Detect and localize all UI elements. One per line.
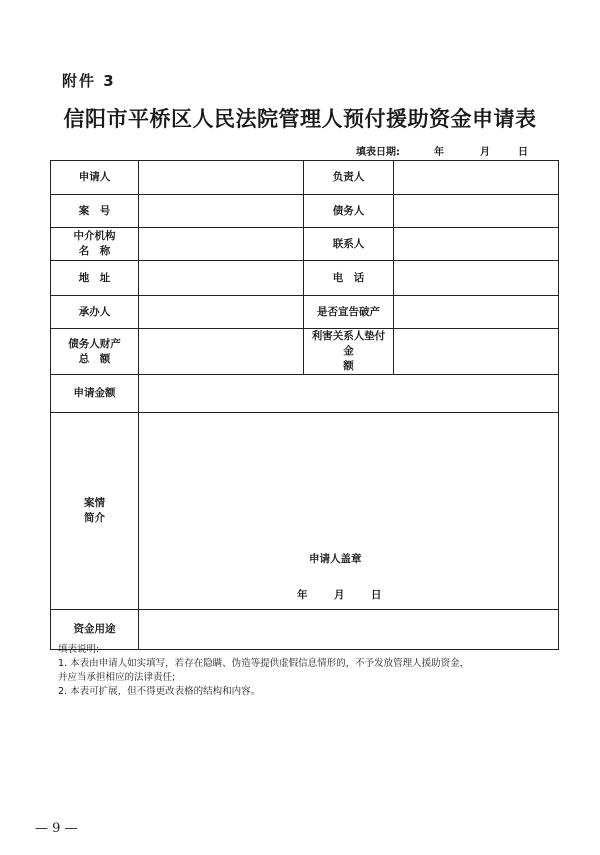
form-row — [51, 329, 559, 375]
bankruptcy-declared-field[interactable] — [394, 296, 559, 329]
note-item-2: 2. 本表可扩展，但不得更改表格的结构和内容。 — [58, 686, 261, 697]
apply-amount-field[interactable] — [139, 375, 559, 413]
debtor-assets-label — [51, 329, 139, 375]
form-title: 信阳市平桥区人民法院管理人预付援助资金申请表 — [63, 107, 537, 131]
seal-month: 月 — [334, 589, 345, 601]
person-in-charge-label: 负责人 — [304, 161, 394, 195]
person-in-charge-field[interactable] — [394, 161, 559, 195]
contact-field[interactable] — [394, 228, 559, 261]
case-summary-line1: 案情 — [84, 497, 105, 509]
debtor-label: 债务人 — [304, 195, 394, 228]
agency-name-field[interactable] — [139, 228, 304, 261]
applicant-label: 申请人 — [51, 161, 139, 195]
case-number-field[interactable] — [139, 195, 304, 228]
applicant-field[interactable] — [139, 161, 304, 195]
fill-date — [356, 143, 556, 157]
handler-field[interactable] — [139, 296, 304, 329]
form-row — [51, 161, 559, 195]
form-notes — [58, 643, 558, 699]
form-row — [51, 413, 559, 610]
applicant-seal-label: 申请人盖章 — [309, 553, 362, 565]
agency-name-label — [51, 228, 139, 261]
form-row — [51, 296, 559, 329]
debtor-field[interactable] — [394, 195, 559, 228]
form-row — [51, 375, 559, 413]
fill-date-label: 填表日期: — [356, 147, 400, 158]
form-row — [51, 261, 559, 296]
seal-day: 日 — [371, 589, 382, 601]
advance-payment-line2: 额 — [343, 360, 354, 372]
debtor-assets-line1: 债务人财产 — [68, 337, 121, 350]
application-form-table — [50, 160, 559, 650]
fill-date-month: 月 — [480, 147, 490, 158]
contact-label: 联系人 — [304, 228, 394, 261]
bankruptcy-declared-label: 是否宣告破产 — [304, 296, 394, 329]
advance-payment-field[interactable] — [394, 329, 559, 375]
form-row — [51, 195, 559, 228]
phone-field[interactable] — [394, 261, 559, 296]
phone-label: 电 话 — [304, 261, 394, 296]
seal-year: 年 — [297, 589, 308, 601]
attachment-label: 附件 3 — [62, 72, 116, 90]
agency-name-line2: 名 称 — [78, 245, 111, 257]
advance-payment-label — [304, 329, 394, 375]
address-field[interactable] — [139, 261, 304, 296]
note-item-1-line1: 1. 本表由申请人如实填写，若存在隐瞒、伪造等提供虚假信息情形的，不予发放管理人援助资金， — [58, 658, 470, 669]
notes-heading: 填表说明: — [58, 644, 100, 655]
form-row — [51, 228, 559, 261]
debtor-assets-field[interactable] — [139, 329, 304, 375]
apply-amount-label: 申请金额 — [51, 375, 139, 413]
address-label: 地 址 — [51, 261, 139, 296]
note-item-1-line2: 并应当承担相应的法律责任; — [58, 672, 176, 683]
fill-date-day: 日 — [518, 147, 528, 158]
advance-payment-line1: 利害关系人垫付金 — [311, 330, 386, 357]
case-summary-line2: 简介 — [84, 512, 105, 524]
case-number-label: 案 号 — [51, 195, 139, 228]
fill-date-year: 年 — [434, 147, 444, 158]
handler-label: 承办人 — [51, 296, 139, 329]
case-summary-field[interactable] — [139, 413, 559, 610]
page-number: — 9 — — [35, 821, 78, 836]
agency-name-line1: 中介机构 — [73, 230, 116, 242]
case-summary-label — [51, 413, 139, 610]
fund-usage-label: 资金用途 — [51, 610, 139, 650]
debtor-assets-line2: 总 额 — [78, 352, 111, 365]
